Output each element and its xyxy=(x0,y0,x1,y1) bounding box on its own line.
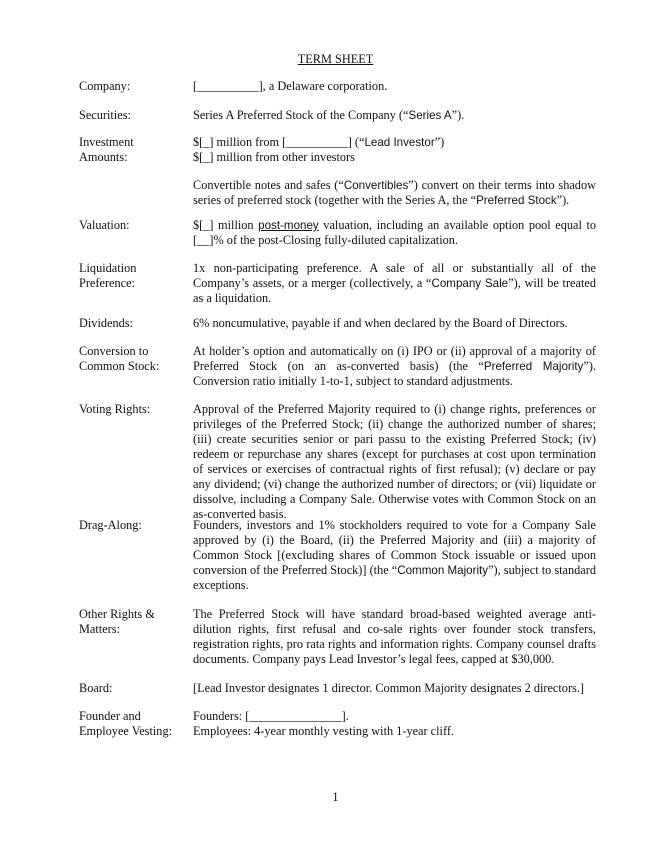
defined-term-preferred-stock: Preferred Stock xyxy=(476,194,557,207)
valuation-text-post: valuation, including an available option pool equal to [__]% of the post-Closing fully-diluted capitalization. xyxy=(193,218,597,247)
conversion-label-line1: Conversion to xyxy=(79,344,149,358)
other-rights-label xyxy=(79,607,189,637)
company-text: [__________], a Delaware corporation. xyxy=(193,79,388,93)
securities-text-post: ”). xyxy=(451,108,465,122)
drag-along-label: Drag-Along: xyxy=(79,518,142,532)
convertibles-text-a: Convertible notes and safes (“ xyxy=(193,178,344,192)
liquidation-content xyxy=(193,261,596,306)
securities-content xyxy=(193,108,596,123)
voting-text: Approval of the Preferred Majority required to (i) change rights, preferences or privileges of the Preferred Stock; (ii) change the authorized number of shares; (iii) create securities senior or pari passu to the existing Preferred Stock; (iv) redeem or repurchase any shares (except for purchases at cost upon termination of services or exercises of contractual rights of first refusal); (v) declare or pay any dividend; (vi) change the authorized number of directors; or (vii) liquidate or dissolve, including a Company Sale. Otherwise votes with Common Stock on an as-converted basis. xyxy=(193,402,596,521)
dividends-text: 6% noncumulative, payable if and when declared by the Board of Directors. xyxy=(193,316,568,330)
liquidation-label-line2: Preference: xyxy=(79,276,135,290)
defined-term-post-money: post-money xyxy=(258,219,319,232)
vesting-label-line1: Founder and xyxy=(79,709,141,723)
voting-label: Voting Rights: xyxy=(79,402,151,416)
conversion-content xyxy=(193,344,596,389)
defined-term-lead-investor: Lead Investor xyxy=(364,136,435,149)
valuation-content xyxy=(193,218,596,248)
other-rights-content xyxy=(193,607,596,667)
liquidation-label xyxy=(79,261,189,291)
investment-label-line2: Amounts: xyxy=(79,150,128,164)
convertibles-text-b: ”) convert on their terms into shadow series of preferred stock (together with the Series A, the “ xyxy=(193,178,596,207)
liquidation-text-pre: 1x non-participating preference. A sale of all or substantially all of the Company’s assets, or a merger (collectively, a “ xyxy=(193,261,596,290)
defined-term-convertibles: Convertibles xyxy=(343,179,409,192)
dividends-content xyxy=(193,316,596,331)
valuation-text-pre: $[_] million xyxy=(193,218,259,232)
investment-line1-pre: $[_] million from [__________] (“ xyxy=(193,135,365,149)
board-text: [Lead Investor designates 1 director. Common Majority designates 2 directors.] xyxy=(193,681,585,695)
page-number: 1 xyxy=(332,790,339,804)
investment-label xyxy=(79,135,189,165)
vesting-employees-line: Employees: 4-year monthly vesting with 1-year cliff. xyxy=(193,724,455,738)
defined-term-company-sale: Company Sale xyxy=(431,277,509,290)
conversion-label-line2: Common Stock: xyxy=(79,359,160,373)
convertibles-text-c: ”). xyxy=(556,193,570,207)
securities-text-pre: Series A Preferred Stock of the Company (“ xyxy=(193,108,409,122)
vesting-label-line2: Employee Vesting: xyxy=(79,724,173,738)
drag-along-text-post: ”), subject to standard exceptions. xyxy=(193,563,597,592)
voting-content xyxy=(193,402,596,522)
document-title: TERM SHEET xyxy=(297,52,374,66)
investment-label-line1: Investment xyxy=(79,135,134,149)
valuation-label: Valuation: xyxy=(79,218,130,232)
conversion-text-pre: At holder’s option and automatically on (i) IPO or (ii) approval of a majority of Preferred Stock (on an as-converted basis) (the “ xyxy=(193,344,596,373)
vesting-label xyxy=(79,709,189,739)
drag-along-content xyxy=(193,518,596,593)
investment-content xyxy=(193,135,596,208)
liquidation-text-post: ”), will be treated as a liquidation. xyxy=(193,276,596,305)
company-label: Company: xyxy=(79,79,131,93)
securities-label: Securities: xyxy=(79,108,131,122)
board-label: Board: xyxy=(79,681,113,695)
defined-term-preferred-majority: Preferred Majority xyxy=(483,360,584,373)
defined-term-common-majority: Common Majority xyxy=(397,564,489,577)
investment-line1-post: ”) xyxy=(434,135,445,149)
drag-along-text-pre: Founders, investors and 1% stockholders required to vote for a Company Sale approved by (i) the Board, (ii) the Preferred Majority and (iii) a majority of Common Stock [(excluding shares of Common Stock issuable or issued upon conversion of the Preferred Stock)] (the “ xyxy=(193,518,596,577)
board-content xyxy=(193,681,596,696)
conversion-text-post: ”). Conversion ratio initially 1-to-1, subject to standard adjustments. xyxy=(193,359,596,388)
other-rights-text: The Preferred Stock will have standard broad-based weighted average anti-dilution rights, first refusal and co-sale rights over founder stock transfers, registration rights, pro rata rights and information rights. Company counsel drafts documents. Company pays Lead Investor’s legal fees, capped at $30,000. xyxy=(193,607,596,666)
investment-line2: $[_] million from other investors xyxy=(193,150,355,164)
company-content xyxy=(193,79,596,94)
dividends-label: Dividends: xyxy=(79,316,133,330)
other-rights-label-line1: Other Rights & xyxy=(79,607,155,621)
liquidation-label-line1: Liquidation xyxy=(79,261,137,275)
conversion-label xyxy=(79,344,189,374)
other-rights-label-line2: Matters: xyxy=(79,622,120,636)
vesting-content xyxy=(193,709,596,739)
defined-term-series-a: Series A xyxy=(408,109,452,122)
vesting-founders-line: Founders: [_______________]. xyxy=(193,709,349,723)
